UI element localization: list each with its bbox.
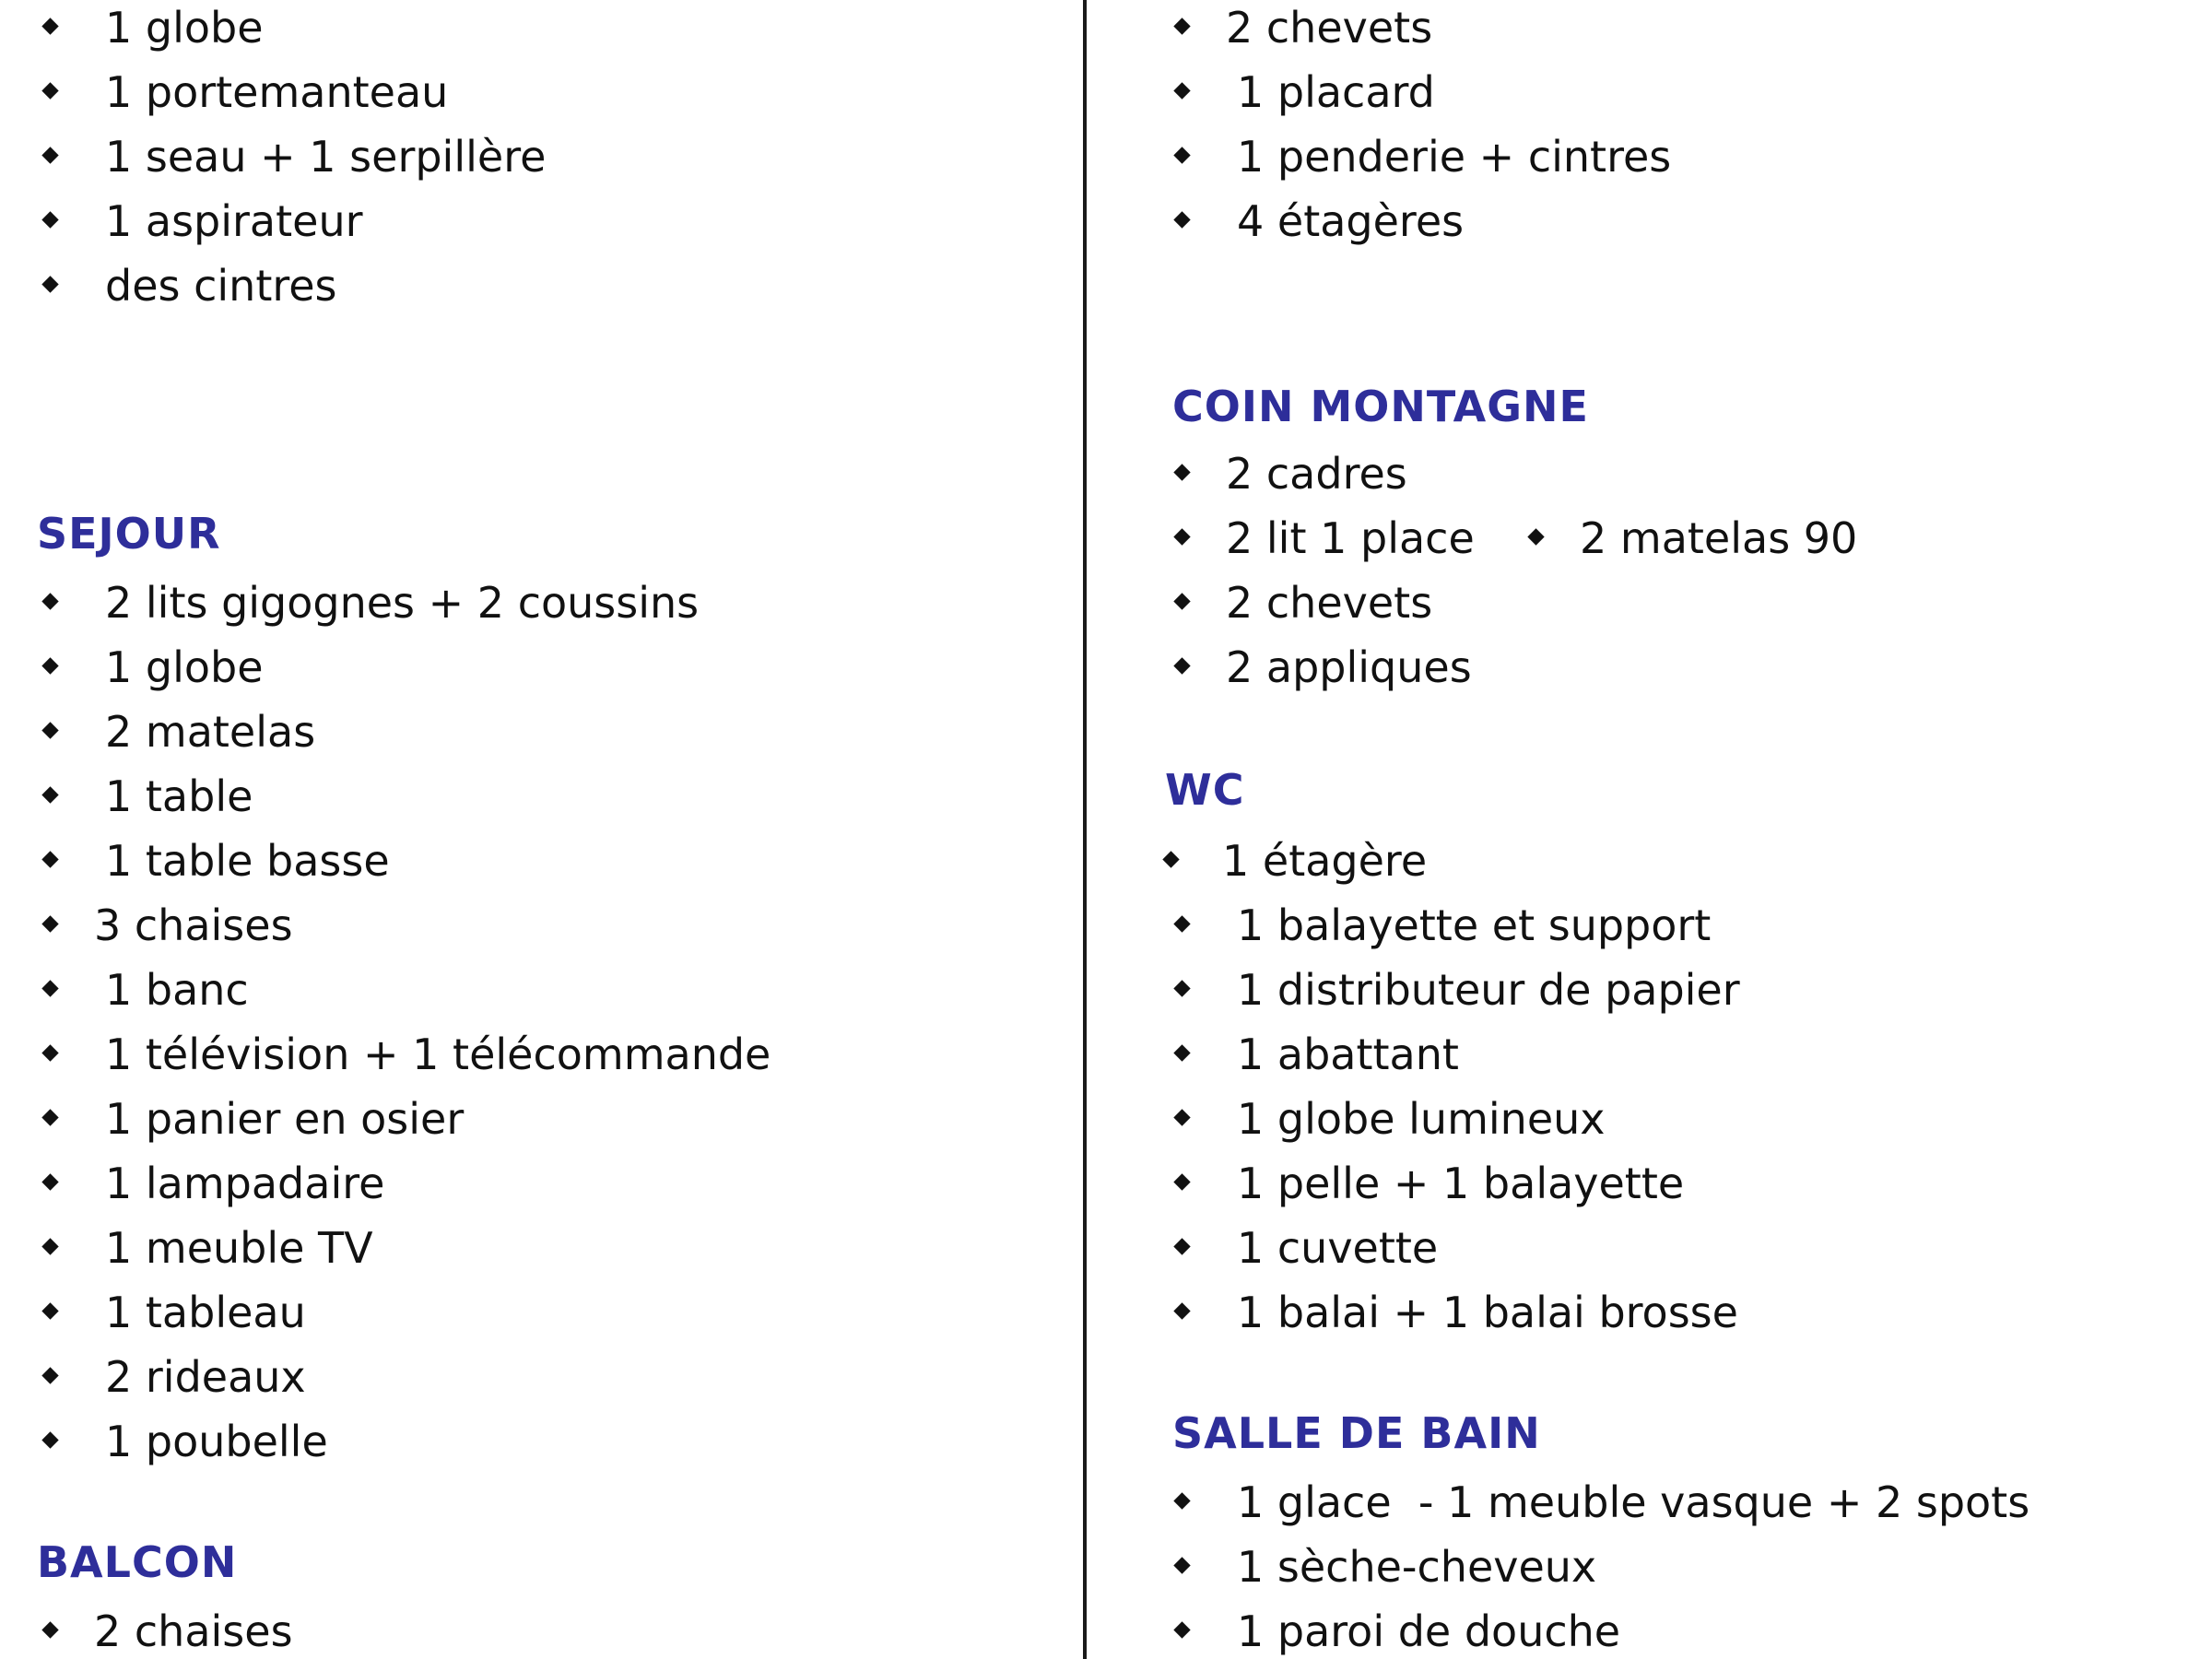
list-item-text: 1 penderie + cintres bbox=[1237, 132, 1672, 182]
list-item-text: 2 rideaux bbox=[105, 1352, 306, 1402]
diamond-bullet-icon bbox=[41, 786, 58, 803]
list-item-text: 1 sèche-cheveux bbox=[1237, 1542, 1597, 1592]
list-item-text: 3 chaises bbox=[94, 900, 293, 950]
diamond-bullet-icon bbox=[41, 18, 58, 34]
list-item-text: 1 table bbox=[105, 771, 253, 821]
list-item-text: 2 chevets bbox=[1226, 578, 1433, 628]
diamond-bullet-icon bbox=[41, 915, 58, 932]
list-item-text: 1 portemanteau bbox=[105, 67, 449, 117]
diamond-bullet-icon bbox=[41, 657, 58, 674]
diamond-bullet-icon bbox=[41, 1367, 58, 1383]
section-heading-coin-montagne: COIN MONTAGNE bbox=[1172, 382, 1589, 431]
diamond-bullet-icon bbox=[1173, 18, 1190, 34]
diamond-bullet-icon bbox=[1173, 1109, 1190, 1125]
diamond-bullet-icon bbox=[41, 1109, 58, 1125]
diamond-bullet-icon bbox=[41, 147, 58, 163]
list-item-text: 1 étagère bbox=[1222, 836, 1428, 886]
diamond-bullet-icon bbox=[1173, 528, 1190, 545]
list-item-text: 1 cuvette bbox=[1237, 1223, 1439, 1273]
list-item-text: 1 table basse bbox=[105, 836, 390, 886]
diamond-bullet-icon bbox=[1173, 1173, 1190, 1190]
section-heading-salle-de-bain: SALLE DE BAIN bbox=[1172, 1408, 1541, 1458]
list-item-text: 1 poubelle bbox=[105, 1417, 328, 1466]
column-divider bbox=[1083, 0, 1087, 1659]
diamond-bullet-icon bbox=[1173, 657, 1190, 674]
list-item-text: 1 meuble TV bbox=[105, 1223, 373, 1273]
list-item-text: 1 lampadaire bbox=[105, 1159, 385, 1208]
diamond-bullet-icon bbox=[1173, 1492, 1190, 1509]
list-item-text: 1 globe bbox=[105, 642, 264, 692]
list-item-text: 1 balai + 1 balai brosse bbox=[1237, 1288, 1738, 1337]
list-item-text: 1 globe lumineux bbox=[1237, 1094, 1606, 1144]
diamond-bullet-icon bbox=[1173, 980, 1190, 996]
diamond-bullet-icon bbox=[1173, 464, 1190, 480]
list-item-text: 2 appliques bbox=[1226, 642, 1472, 692]
diamond-bullet-icon bbox=[41, 851, 58, 867]
list-item-text: 1 panier en osier bbox=[105, 1094, 465, 1144]
list-item-text: 2 matelas 90 bbox=[1580, 513, 1858, 563]
diamond-bullet-icon bbox=[41, 211, 58, 228]
diamond-bullet-icon bbox=[1527, 528, 1544, 545]
list-item-text: 2 chaises bbox=[94, 1606, 293, 1656]
diamond-bullet-icon bbox=[41, 593, 58, 609]
list-item-text: 2 matelas bbox=[105, 707, 316, 757]
list-item-text: 2 lits gigognes + 2 coussins bbox=[105, 578, 700, 628]
list-item-text: 1 abattant bbox=[1237, 1030, 1459, 1079]
list-item-text: 1 balayette et support bbox=[1237, 900, 1712, 950]
list-item-text: 1 seau + 1 serpillère bbox=[105, 132, 547, 182]
diamond-bullet-icon bbox=[41, 1431, 58, 1448]
list-item-text: 2 lit 1 place bbox=[1226, 513, 1475, 563]
diamond-bullet-icon bbox=[1173, 915, 1190, 932]
list-item-text: 1 globe bbox=[105, 3, 264, 53]
section-heading-wc: WC bbox=[1165, 765, 1245, 815]
list-item-text: des cintres bbox=[105, 261, 337, 311]
diamond-bullet-icon bbox=[1173, 147, 1190, 163]
diamond-bullet-icon bbox=[1173, 1621, 1190, 1638]
list-item-text: 1 placard bbox=[1237, 67, 1435, 117]
diamond-bullet-icon bbox=[1162, 851, 1179, 867]
diamond-bullet-icon bbox=[41, 1621, 58, 1638]
list-item-text: 1 tableau bbox=[105, 1288, 306, 1337]
diamond-bullet-icon bbox=[41, 1302, 58, 1319]
diamond-bullet-icon bbox=[1173, 593, 1190, 609]
list-item-text: 1 distributeur de papier bbox=[1237, 965, 1740, 1015]
list-item-text: 2 chevets bbox=[1226, 3, 1433, 53]
diamond-bullet-icon bbox=[41, 1238, 58, 1254]
diamond-bullet-icon bbox=[41, 980, 58, 996]
diamond-bullet-icon bbox=[1173, 211, 1190, 228]
list-item-text: 1 télévision + 1 télécommande bbox=[105, 1030, 771, 1079]
diamond-bullet-icon bbox=[41, 276, 58, 292]
diamond-bullet-icon bbox=[41, 1173, 58, 1190]
list-item-text: 4 étagères bbox=[1237, 196, 1465, 246]
diamond-bullet-icon bbox=[41, 82, 58, 99]
section-heading-balcon: BALCON bbox=[37, 1537, 238, 1587]
list-item-text: 1 paroi de douche bbox=[1237, 1606, 1621, 1656]
list-item-text: 1 pelle + 1 balayette bbox=[1237, 1159, 1685, 1208]
diamond-bullet-icon bbox=[1173, 1238, 1190, 1254]
diamond-bullet-icon bbox=[1173, 1044, 1190, 1061]
list-item-text: 1 aspirateur bbox=[105, 196, 363, 246]
diamond-bullet-icon bbox=[1173, 1302, 1190, 1319]
diamond-bullet-icon bbox=[41, 1044, 58, 1061]
list-item-text: 2 cadres bbox=[1226, 449, 1407, 499]
list-item-text: 1 glace - 1 meuble vasque + 2 spots bbox=[1237, 1477, 2030, 1527]
diamond-bullet-icon bbox=[1173, 1557, 1190, 1573]
section-heading-sejour: SEJOUR bbox=[37, 509, 221, 559]
diamond-bullet-icon bbox=[1173, 82, 1190, 99]
list-item-text: 1 banc bbox=[105, 965, 249, 1015]
diamond-bullet-icon bbox=[41, 722, 58, 738]
